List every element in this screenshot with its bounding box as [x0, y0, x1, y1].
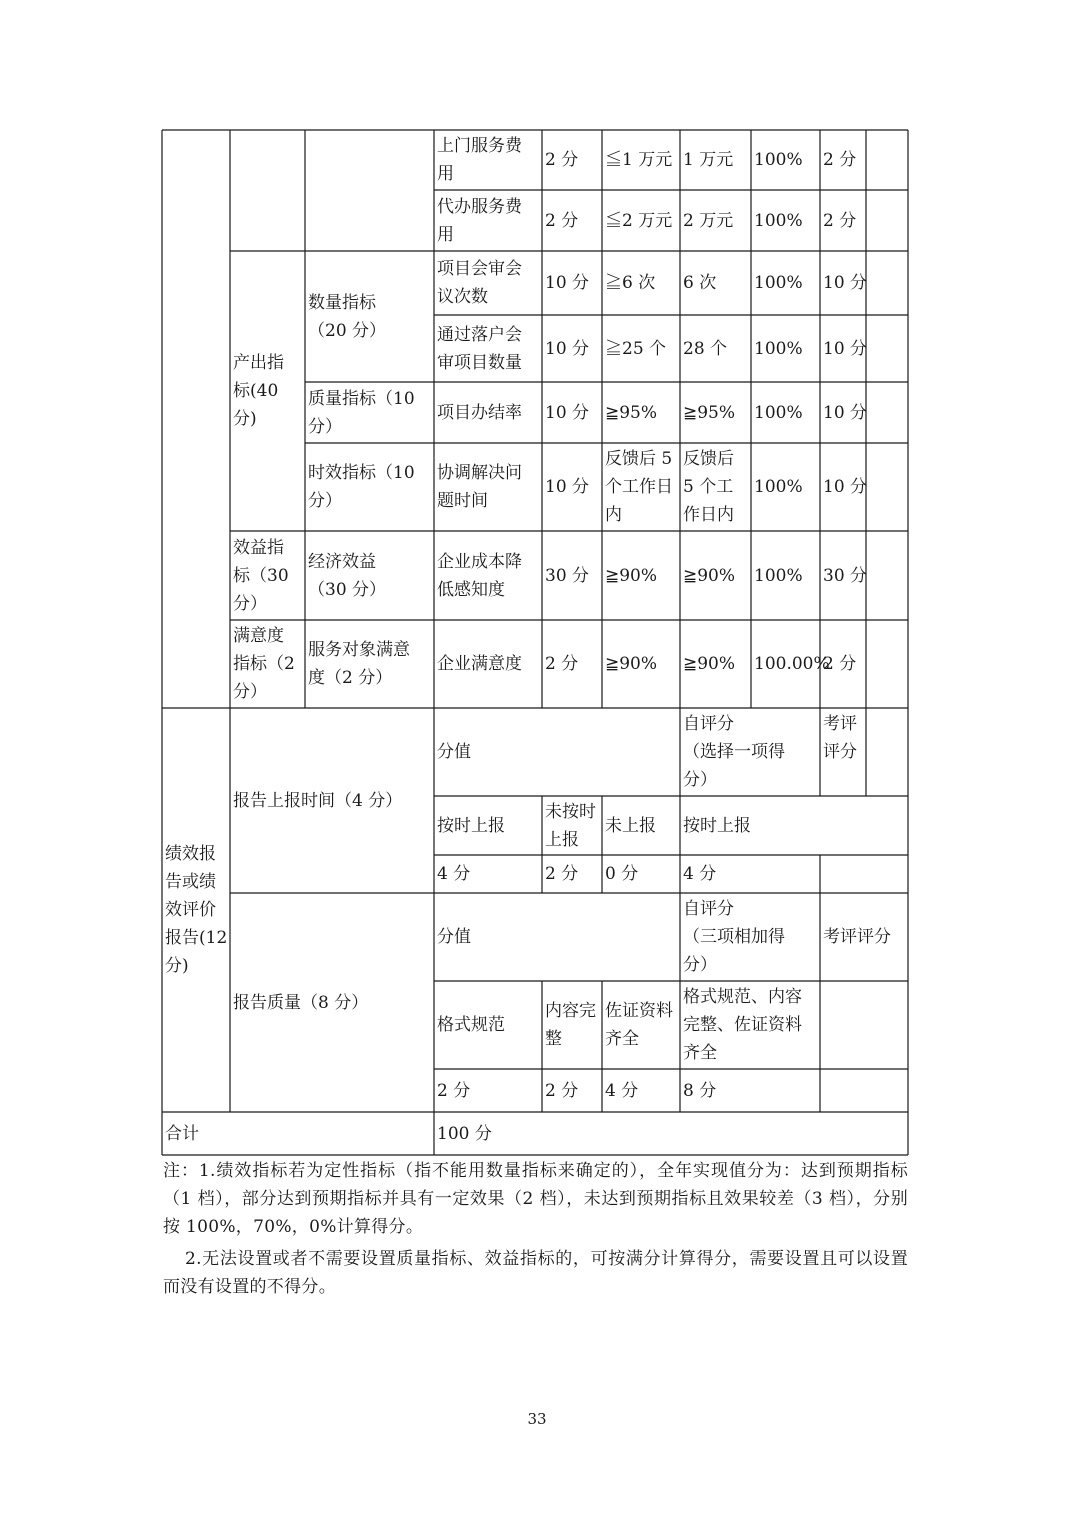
table-cell: 内容完 整	[545, 1001, 596, 1049]
table-cell: 考评 评分	[823, 714, 857, 762]
table-cell: 2 分	[545, 210, 579, 231]
table-cell: 报告质量（8 分）	[233, 992, 369, 1013]
table-cell: 100%	[754, 210, 803, 231]
table-cell: ≧95%	[605, 402, 658, 423]
table-cell: 10 分	[545, 477, 590, 497]
table-cell: 上门服务费 用	[437, 136, 522, 184]
table-cell: 0 分	[605, 864, 639, 884]
table-cell: ≦1 万元	[605, 150, 673, 170]
table-cell: 代办服务费 用	[437, 196, 522, 245]
table-cell: 4 分	[437, 864, 471, 884]
table-cell: 格式规范	[437, 1015, 505, 1035]
table-cell: 按时上报	[683, 815, 751, 836]
table-cell: 反馈后 5 个工作日 内	[605, 449, 673, 525]
table-cell: 未按时 上报	[545, 801, 596, 850]
table-cell: 时效指标（10 分）	[308, 463, 415, 511]
table-cell: 企业成本降 低感知度	[437, 551, 522, 600]
table-cell: ≧25 个	[605, 338, 667, 359]
table-cell: 10 分	[545, 273, 590, 293]
table-cell: 100%	[754, 338, 803, 359]
table-cell: 产出指 标(40 分)	[233, 353, 284, 429]
table-cell: 效益指 标（30 分）	[233, 537, 289, 614]
table-cell: 2 分	[545, 654, 579, 674]
table-cell: ≧95%	[683, 402, 736, 423]
table-cell: 10 分	[823, 273, 868, 293]
table-cell: 100.00%	[754, 654, 830, 674]
table-cell: 28 个	[683, 338, 728, 359]
table-cell: 2 分	[823, 150, 857, 170]
table-cell: 按时上报	[437, 815, 505, 836]
table-cell: 满意度 指标（2 分）	[233, 626, 295, 702]
table-cell: 100%	[754, 273, 803, 293]
table-cell: 经济效益 （30 分）	[308, 551, 387, 600]
table-cell: 2 分	[545, 150, 579, 170]
table-cell: 报告上报时间（4 分）	[233, 790, 403, 811]
table-cell: 2 分	[545, 1080, 579, 1101]
table-cell: 100%	[754, 402, 803, 423]
table-cell: 分值	[437, 927, 471, 947]
table-cell: 反馈后 5 个工 作日内	[683, 449, 734, 525]
table-cell: 佐证资料 齐全	[605, 1001, 673, 1049]
table-cell: 2 分	[823, 210, 857, 231]
note-1: 注：1.绩效指标若为定性指标（指不能用数量指标来确定的），全年实现值分为：达到预期指标（1 档），部分达到预期指标并具有一定效果（2 档），未达到预期指标且效果较差（3 档），分别按 100%，70%，0%计算得分。	[163, 1161, 908, 1237]
table-cell: ≦2 万元	[605, 210, 673, 231]
table-cell: 绩效报 告或绩 效评价 报告(12 分)	[165, 844, 228, 976]
table-cell: ≧90%	[683, 654, 736, 674]
table-cell: 100%	[754, 150, 803, 170]
note-2: 2.无法设置或者不需要设置质量指标、效益指标的，可按满分计算得分，需要设置且可以设置而没有设置的不得分。	[163, 1249, 908, 1297]
table-cell: 合计	[165, 1123, 199, 1144]
table-cell: 100%	[754, 565, 803, 586]
page-number: 33	[527, 1410, 547, 1428]
table-cell: 10 分	[823, 477, 868, 497]
table-cell: 未上报	[605, 815, 656, 836]
table-cell: 100%	[754, 477, 803, 497]
table-cell: 30 分	[545, 565, 590, 586]
table-cell: 服务对象满意 度（2 分）	[308, 640, 410, 688]
table-cell: 2 分	[437, 1080, 471, 1101]
table-cell: 30 分	[823, 565, 868, 586]
table-cell: 8 分	[683, 1080, 717, 1101]
table-cell: 4 分	[683, 864, 717, 884]
table-cell: 企业满意度	[437, 654, 522, 674]
table-cell: 6 次	[683, 273, 717, 293]
table-cell: 自评分 （三项相加得 分）	[683, 899, 785, 975]
table-cell: 2 分	[545, 864, 579, 884]
table-cell: 10 分	[545, 402, 590, 423]
table-cell: 通过落户会 审项目数量	[437, 324, 522, 373]
table-cell: 1 万元	[683, 150, 734, 170]
table-cell: 数量指标 （20 分）	[308, 292, 387, 341]
table-cell: 考评评分	[823, 927, 891, 947]
table-cell: 格式规范、内容 完整、佐证资料 齐全	[683, 987, 802, 1063]
table-cell: 4 分	[605, 1080, 639, 1101]
table-cell: 100 分	[437, 1123, 492, 1144]
table-cell: 质量指标（10 分）	[308, 388, 415, 437]
table-cell: ≧90%	[605, 654, 658, 674]
table-cell: ≧90%	[683, 565, 736, 586]
table-cell: 协调解决问 题时间	[437, 463, 522, 511]
table-cell: 分值	[437, 742, 471, 762]
table-cell: 10 分	[545, 338, 590, 359]
table-cell: 项目会审会 议次数	[437, 259, 522, 307]
table-cell: 2 万元	[683, 210, 734, 231]
table-cell: ≧6 次	[605, 273, 656, 293]
table-cell: ≧90%	[605, 565, 658, 586]
table-cell: 自评分 （选择一项得 分）	[683, 714, 785, 790]
table-cell: 10 分	[823, 338, 868, 359]
table-cell: 2 分	[823, 654, 857, 674]
table-cell: 项目办结率	[437, 402, 522, 423]
table-cell: 10 分	[823, 402, 868, 423]
